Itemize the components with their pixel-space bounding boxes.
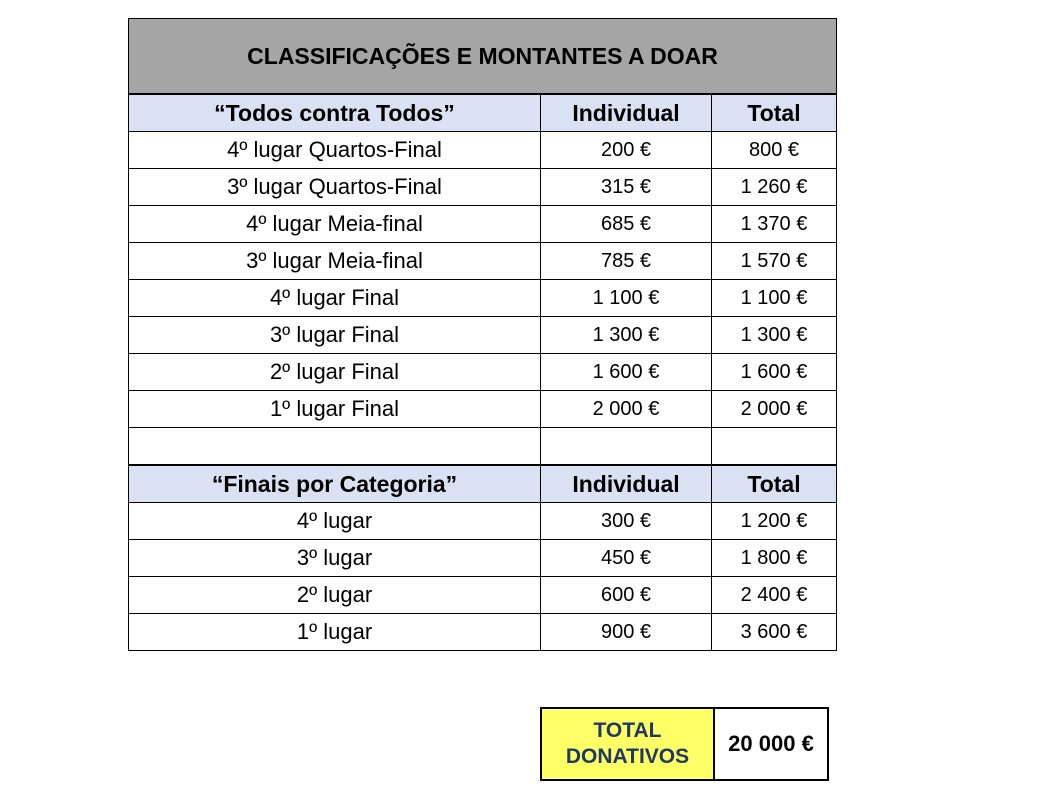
- placement-cell: 1º lugar: [129, 614, 541, 651]
- empty-cell: [712, 428, 837, 466]
- total-amount-cell: 1 100 €: [712, 280, 837, 317]
- section-header-finais: [129, 465, 837, 503]
- total-amount-cell: 1 800 €: [712, 540, 837, 577]
- total-donations-box: [540, 707, 829, 781]
- total-amount-cell: 1 200 €: [712, 503, 837, 540]
- total-amount-cell: 800 €: [712, 132, 837, 169]
- section-header-todos: [129, 94, 837, 132]
- placement-cell: 4º lugar Final: [129, 280, 541, 317]
- empty-row: [129, 428, 837, 466]
- table-row: [129, 317, 837, 354]
- individual-amount-cell: 315 €: [541, 169, 712, 206]
- placement-cell: 4º lugar Meia-final: [129, 206, 541, 243]
- total-amount-cell: 3 600 €: [712, 614, 837, 651]
- placement-cell: 2º lugar Final: [129, 354, 541, 391]
- column-header-total: Total: [712, 465, 837, 503]
- total-label-line1: TOTAL: [593, 718, 662, 742]
- table-row: [129, 243, 837, 280]
- individual-amount-cell: 600 €: [541, 577, 712, 614]
- table-row: [129, 614, 837, 651]
- individual-amount-cell: 2 000 €: [541, 391, 712, 428]
- table-title: CLASSIFICAÇÕES E MONTANTES A DOAR: [129, 19, 837, 95]
- column-header-individual: Individual: [541, 94, 712, 132]
- placement-cell: 3º lugar Meia-final: [129, 243, 541, 280]
- individual-amount-cell: 1 100 €: [541, 280, 712, 317]
- table-row: [129, 132, 837, 169]
- total-donations-value: 20 000 €: [714, 708, 828, 780]
- placement-cell: 4º lugar Quartos-Final: [129, 132, 541, 169]
- table-row: [129, 206, 837, 243]
- section-header-label: “Finais por Categoria”: [129, 465, 541, 503]
- table-row: [129, 540, 837, 577]
- table-row: [129, 503, 837, 540]
- empty-cell: [541, 428, 712, 466]
- total-amount-cell: 2 000 €: [712, 391, 837, 428]
- donation-table: [128, 18, 837, 651]
- placement-cell: 2º lugar: [129, 577, 541, 614]
- total-amount-cell: 1 600 €: [712, 354, 837, 391]
- column-header-individual: Individual: [541, 465, 712, 503]
- table-row: [129, 577, 837, 614]
- individual-amount-cell: 450 €: [541, 540, 712, 577]
- total-amount-cell: 1 260 €: [712, 169, 837, 206]
- table-row: [129, 354, 837, 391]
- individual-amount-cell: 1 600 €: [541, 354, 712, 391]
- empty-cell: [129, 428, 541, 466]
- placement-cell: 3º lugar Final: [129, 317, 541, 354]
- total-amount-cell: 1 300 €: [712, 317, 837, 354]
- total-donations-label: [541, 708, 714, 780]
- total-label-line2: DONATIVOS: [565, 745, 690, 768]
- total-amount-cell: 1 570 €: [712, 243, 837, 280]
- individual-amount-cell: 200 €: [541, 132, 712, 169]
- section-header-label: “Todos contra Todos”: [129, 94, 541, 132]
- table-row: [129, 169, 837, 206]
- table-row: [129, 280, 837, 317]
- placement-cell: 4º lugar: [129, 503, 541, 540]
- title-row: [129, 19, 837, 95]
- individual-amount-cell: 300 €: [541, 503, 712, 540]
- total-amount-cell: 1 370 €: [712, 206, 837, 243]
- individual-amount-cell: 900 €: [541, 614, 712, 651]
- individual-amount-cell: 1 300 €: [541, 317, 712, 354]
- placement-cell: 1º lugar Final: [129, 391, 541, 428]
- individual-amount-cell: 685 €: [541, 206, 712, 243]
- total-amount-cell: 2 400 €: [712, 577, 837, 614]
- column-header-total: Total: [712, 94, 837, 132]
- table-row: [129, 391, 837, 428]
- placement-cell: 3º lugar Quartos-Final: [129, 169, 541, 206]
- individual-amount-cell: 785 €: [541, 243, 712, 280]
- placement-cell: 3º lugar: [129, 540, 541, 577]
